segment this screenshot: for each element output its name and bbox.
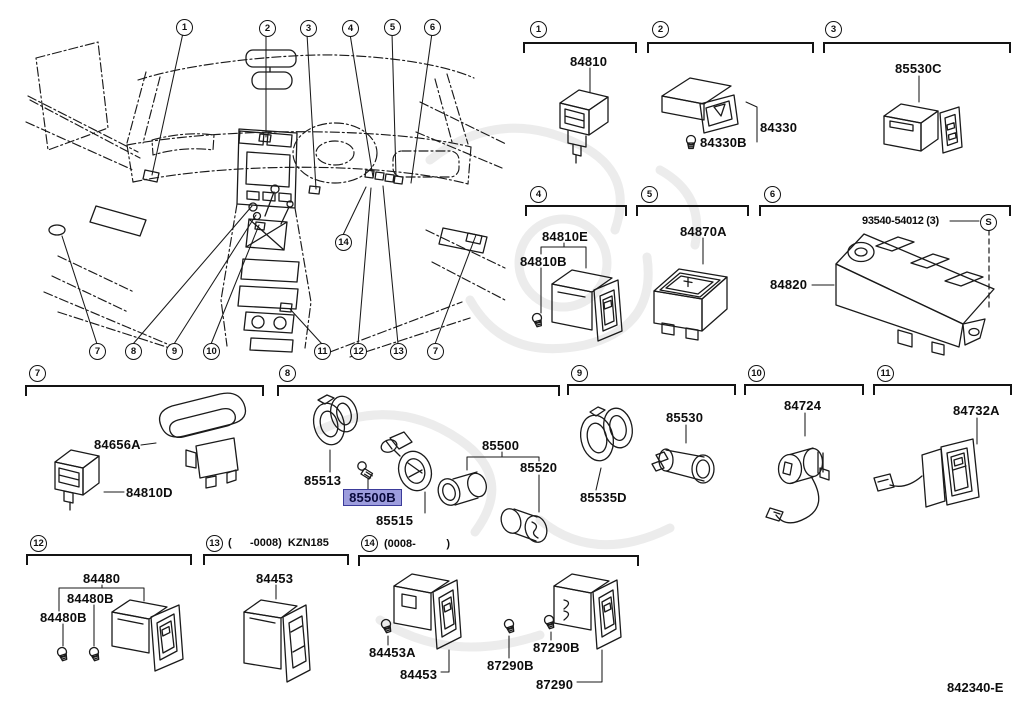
part-label-84870a[interactable]: 84870A xyxy=(680,224,727,239)
part-label-84330b[interactable]: 84330B xyxy=(700,135,747,150)
section-9-bracket xyxy=(567,384,736,395)
screw-symbol: S xyxy=(980,214,997,231)
part-label-84656a[interactable]: 84656A xyxy=(94,437,141,452)
section-10-art xyxy=(766,413,829,523)
section-5-callout: 5 xyxy=(641,186,658,203)
section-11-art xyxy=(874,418,979,507)
part-label-84453-2[interactable]: 84453 xyxy=(400,667,438,682)
section-7-bracket xyxy=(25,385,264,396)
part-label-85535d[interactable]: 85535D xyxy=(580,490,627,505)
section-1-art xyxy=(560,68,608,163)
part-label-93540-54012[interactable]: 93540-54012 (3) xyxy=(862,215,939,227)
section-7-callout: 7 xyxy=(29,365,46,382)
section-13-art xyxy=(244,585,310,682)
overview-callout-10: 10 xyxy=(203,343,220,360)
section-8-art xyxy=(309,393,550,545)
section-9-callout: 9 xyxy=(571,365,588,382)
section-1-bracket xyxy=(523,42,637,53)
part-label-84820[interactable]: 84820 xyxy=(770,277,808,292)
section-10-callout: 10 xyxy=(748,365,765,382)
car-interior-drawing xyxy=(26,42,506,357)
date-note-kzn185: ( -0008) KZN185 xyxy=(228,537,329,549)
section-4-callout: 4 xyxy=(530,186,547,203)
part-label-84480b-2[interactable]: 84480B xyxy=(40,610,87,625)
section-13-callout: 13 xyxy=(206,535,223,552)
part-label-87290b-1[interactable]: 87290B xyxy=(533,640,580,655)
section-11-bracket xyxy=(873,384,1012,395)
part-label-84480b-1[interactable]: 84480B xyxy=(67,591,114,606)
overview-callout-12: 12 xyxy=(350,343,367,360)
highlighted-part-85500b[interactable]: 85500B xyxy=(343,489,402,506)
part-label-84732a[interactable]: 84732A xyxy=(953,403,1000,418)
overview-callout-6: 6 xyxy=(424,19,441,36)
section-11-callout: 11 xyxy=(877,365,894,382)
section-10-bracket xyxy=(744,384,864,395)
overview-callout-4: 4 xyxy=(342,20,359,37)
section-8-bracket xyxy=(277,385,560,396)
overview-callout-9: 9 xyxy=(166,343,183,360)
part-label-84330[interactable]: 84330 xyxy=(760,120,798,135)
part-label-84724[interactable]: 84724 xyxy=(784,398,822,413)
part-label-85515[interactable]: 85515 xyxy=(376,513,414,528)
overview-callout-13: 13 xyxy=(390,343,407,360)
section-12-bracket xyxy=(26,554,192,565)
overview-callout-5: 5 xyxy=(384,19,401,36)
part-label-85530[interactable]: 85530 xyxy=(666,410,704,425)
section-6-callout: 6 xyxy=(764,186,781,203)
part-label-84453[interactable]: 84453 xyxy=(256,571,294,586)
overview-callout-1: 1 xyxy=(176,19,193,36)
section-14-bracket xyxy=(358,555,639,566)
part-label-84480[interactable]: 84480 xyxy=(83,571,121,586)
overview-callout-8: 8 xyxy=(125,343,142,360)
section-3-bracket xyxy=(823,42,1011,53)
part-label-85520[interactable]: 85520 xyxy=(520,460,558,475)
section-3-callout: 3 xyxy=(825,21,842,38)
section-12-callout: 12 xyxy=(30,535,47,552)
section-5-art xyxy=(654,238,727,340)
part-label-84810d[interactable]: 84810D xyxy=(126,485,173,500)
section-6-art xyxy=(812,221,994,355)
part-label-84810[interactable]: 84810 xyxy=(570,54,608,69)
part-label-84453a[interactable]: 84453A xyxy=(369,645,416,660)
overview-callout-7-left: 7 xyxy=(89,343,106,360)
section-5-bracket xyxy=(636,205,749,216)
part-label-85513[interactable]: 85513 xyxy=(304,473,342,488)
part-label-84810e[interactable]: 84810E xyxy=(542,229,589,244)
section-4-bracket xyxy=(525,205,627,216)
part-label-85500[interactable]: 85500 xyxy=(482,438,520,453)
part-label-87290b-2[interactable]: 87290B xyxy=(487,658,534,673)
section-8-callout: 8 xyxy=(279,365,296,382)
section-3-art xyxy=(884,76,962,153)
part-label-84810b[interactable]: 84810B xyxy=(520,254,567,269)
part-label-85530c[interactable]: 85530C xyxy=(895,61,942,76)
part-label-87290[interactable]: 87290 xyxy=(536,677,574,692)
overview-callout-3: 3 xyxy=(300,20,317,37)
overview-callout-2: 2 xyxy=(259,20,276,37)
section-2-bracket xyxy=(647,42,814,53)
drawing-code: 842340-E xyxy=(947,680,1004,695)
overview-callout-11: 11 xyxy=(314,343,331,360)
overview-callout-14: 14 xyxy=(335,234,352,251)
section-2-callout: 2 xyxy=(652,21,669,38)
overview-callout-7-right: 7 xyxy=(427,343,444,360)
overview-leader-lines xyxy=(62,33,476,344)
date-note-from-0008: (0008- ) xyxy=(384,538,451,550)
section-13-bracket xyxy=(203,554,349,565)
section-1-callout: 1 xyxy=(530,21,547,38)
section-14-callout: 14 xyxy=(361,535,378,552)
